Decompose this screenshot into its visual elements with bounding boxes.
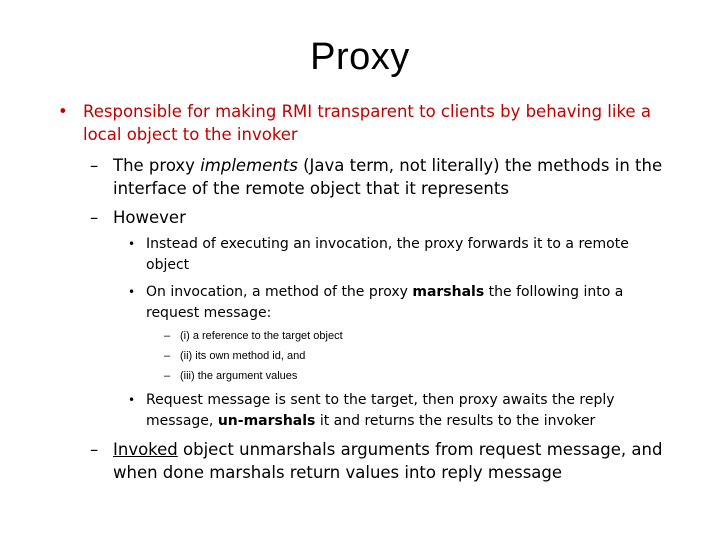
bullet-text — [146, 282, 668, 324]
bullet-however — [90, 206, 670, 229]
bullet-dot-icon: • — [128, 237, 136, 251]
sub-item-target-reference — [164, 326, 564, 346]
bullet-proxy-implements — [90, 154, 670, 200]
text-segment: it and returns the results to the invoker — [315, 413, 596, 429]
text-segment: The proxy — [113, 156, 201, 175]
bullet-responsible — [58, 100, 658, 146]
bullet-text: However — [113, 208, 186, 227]
bullet-dash-icon: – — [164, 350, 171, 362]
bullet-dot-icon: • — [128, 393, 136, 407]
bullet-dash-icon: – — [90, 156, 99, 175]
sub-item-argument-values — [164, 366, 564, 386]
text-segment: object unmarshals arguments from request message, and when done marshals return values into reply message — [113, 440, 663, 482]
bullet-instead-of-executing — [128, 234, 668, 276]
text-segment: the following into a request message: — [146, 284, 624, 321]
bullet-text — [113, 438, 670, 484]
bullet-dash-icon: – — [90, 440, 99, 459]
sub-item-text: (ii) its own method id, and — [180, 350, 306, 362]
text-bold: marshals — [412, 284, 485, 300]
sub-item-text: (iii) the argument values — [180, 370, 298, 382]
bullet-dash-icon: – — [164, 330, 171, 342]
text-underlined: Invoked — [113, 440, 178, 459]
bullet-dot-icon: • — [128, 285, 136, 299]
bullet-dot-icon: • — [58, 102, 68, 121]
bullet-dash-icon: – — [90, 208, 99, 227]
bullet-text — [113, 154, 670, 200]
text-bold: un-marshals — [217, 413, 316, 429]
bullet-text — [146, 390, 668, 432]
text-segment: (Java term, not literally) the methods in the interface of the remote object that it represents — [113, 156, 663, 198]
text-emphasis: implements — [200, 156, 298, 175]
sub-item-method-id — [164, 346, 564, 366]
bullet-text: Instead of executing an invocation, the proxy forwards it to a remote object — [146, 236, 629, 273]
slide-title: Proxy — [310, 36, 410, 78]
bullet-on-invocation — [128, 282, 668, 324]
sub-item-text: (i) a reference to the target object — [180, 330, 343, 342]
bullet-invoked-object — [90, 438, 670, 484]
text-segment: On invocation, a method of the proxy — [146, 284, 413, 300]
text-segment: Request message is sent to the target, then proxy awaits the reply message, — [146, 392, 615, 429]
bullet-text: Responsible for making RMI transparent to clients by behaving like a local object to the invoker — [83, 102, 651, 144]
bullet-request-message — [128, 390, 668, 432]
bullet-dash-icon: – — [164, 370, 171, 382]
